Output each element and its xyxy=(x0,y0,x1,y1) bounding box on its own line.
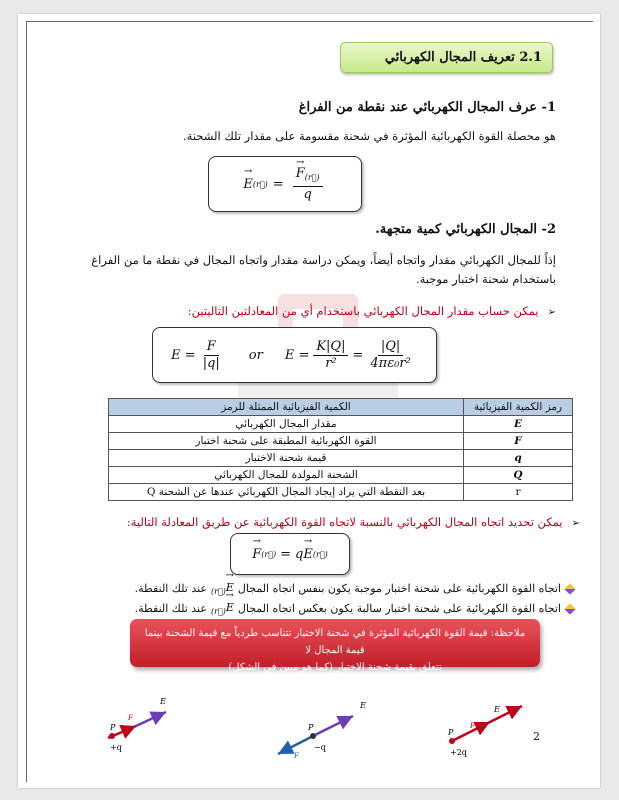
diagram-2-field: E xyxy=(360,701,366,710)
eq1-lhs-sub: (r⃗) xyxy=(252,179,268,189)
diagram-1-field: E xyxy=(160,697,166,706)
diagram-2-force: F xyxy=(294,752,299,758)
table-cell-description: القوة الكهربائية المطبقة على شحنة اختبار xyxy=(109,433,464,450)
eq2-fraction-1 xyxy=(200,339,223,372)
eq2-part1-den: |q| xyxy=(202,355,220,371)
table-row xyxy=(109,450,573,467)
bullet-direction xyxy=(35,511,580,530)
diagram-negative-q xyxy=(278,701,366,758)
equation-2-box xyxy=(152,327,437,383)
list-item-positive: اتجاه القوة الكهربائية على شحنة اختبار موجبة يكون بنفس اتجاه المجال → $E_{(r⃗)}$ عند تلك النقطة. xyxy=(29,581,574,596)
table-row xyxy=(109,484,573,501)
check-arrow-icon: ➢ xyxy=(571,518,580,529)
eq2-fraction-2 xyxy=(313,339,348,372)
diagram-1-charge: +q xyxy=(110,743,122,752)
eq3-lhs-sub: (r⃗) xyxy=(261,549,277,559)
bullet-direction-text: يمكن تحديد اتجاه المجال الكهربائي بالنسبة لاتجاه القوة الكهربائية عن طريق المعادلة التالية: xyxy=(126,515,563,529)
eq2-or: or xyxy=(248,347,263,363)
table-row xyxy=(109,433,573,450)
note-line-1: ملاحظة: قيمة القوة الكهربائية المؤثرة في شحنة الاختبار تتناسب طردياً مع قيمة الشحنة بينما قيمة المجال لا xyxy=(144,628,526,656)
list-item-text-end: عند تلك النقطة. xyxy=(134,602,207,615)
table-header-symbol: رمز الكمية الفيزيائية xyxy=(464,399,573,416)
bullet-magnitude-text: يمكن حساب مقدار المجال الكهربائي باستخدام أي من المعادلتين التاليتين: xyxy=(187,304,539,318)
section-title: 2.1 تعريف المجال الكهربائي xyxy=(384,50,542,65)
diagram-positive-2q xyxy=(447,705,522,757)
eq1-fraction xyxy=(293,166,323,203)
question-1-heading: 1- عرف المجال الكهربائي عند نقطة من الفراغ xyxy=(298,100,556,115)
list-item-negative: اتجاه القوة الكهربائية على شحنة اختبار سالبة يكون بعكس اتجاه المجال → $E_{(r⃗)}$ عند تلك النقطة. xyxy=(29,601,574,616)
table-cell-symbol: F xyxy=(464,433,573,450)
bullet-diamond-icon xyxy=(564,603,575,614)
diagram-3-point: P xyxy=(448,728,454,737)
table-row xyxy=(109,416,573,433)
list-item-text: اتجاه القوة الكهربائية على شحنة اختبار موجبة يكون بنفس اتجاه المجال xyxy=(237,582,561,595)
eq2-equals: = xyxy=(352,347,364,363)
diagram-positive-q xyxy=(108,697,166,752)
table-cell-description: قيمة شحنة الاختبار xyxy=(109,450,464,467)
diagram-2-point: P xyxy=(308,723,314,732)
eq2-part2-lhs: E = xyxy=(284,347,310,363)
eq1-num-sub: (r⃗) xyxy=(304,172,320,182)
diagram-3-force: F xyxy=(470,722,475,730)
list-item-text-end: عند تلك النقطة. xyxy=(134,582,207,595)
eq2-part1-lhs: E = xyxy=(171,347,196,363)
check-arrow-icon: ➢ xyxy=(547,307,556,318)
page-number: 2 xyxy=(533,730,540,743)
table-cell-symbol: Q xyxy=(464,467,573,484)
table-cell-symbol: r xyxy=(464,484,573,501)
list-item-text: اتجاه القوة الكهربائية على شحنة اختبار سالبة يكون بعكس اتجاه المجال xyxy=(237,602,561,615)
eq2-part1-num: F xyxy=(204,339,219,356)
equation-3-box: → F (r⃗) = q → E (r⃗) xyxy=(230,533,350,575)
eq2-fraction-3 xyxy=(367,339,413,372)
quantities-table xyxy=(108,398,573,501)
diagram-3-charge: +2q xyxy=(450,748,467,757)
eq3-q: q xyxy=(295,546,304,562)
question-1-answer: هو محصلة القوة الكهربائية المؤثرة في شحنة مقسومة على مقدار تلك الشحنة. xyxy=(183,129,556,143)
diagram-2-charge: −q xyxy=(314,743,326,752)
eq3-lhs: → F xyxy=(252,547,261,562)
table-cell-description: مقدار المجال الكهربائي xyxy=(109,416,464,433)
table-header-row xyxy=(109,399,573,416)
eq1-den: q xyxy=(303,186,312,202)
table-cell-description: الشحنة المولدة للمجال الكهربائي xyxy=(109,467,464,484)
eq2-part3-num: |Q| xyxy=(378,339,403,356)
diagram-3-field: E xyxy=(494,705,500,714)
bullet-diamond-icon xyxy=(564,583,575,594)
table-cell-symbol: q xyxy=(464,450,573,467)
table-row xyxy=(109,467,573,484)
question-2-line-2: باستخدام شحنة اختبار موجبة. xyxy=(415,272,556,286)
eq3-rhs: → E xyxy=(303,547,313,562)
table-cell-symbol: E xyxy=(464,416,573,433)
eq1-num: → F xyxy=(296,166,305,182)
equation-1-box: → E (r⃗) = → $\frac{F_{(r⃗)}}{q}$ xyxy=(208,156,362,212)
eq1-lhs: → E xyxy=(243,177,253,192)
eq3-rhs-sub: (r⃗) xyxy=(312,549,328,559)
note-box xyxy=(130,619,540,673)
table-cell-description: بعد النقطة التي يراد إيجاد المجال الكهربائي عندها عن الشحنة Q xyxy=(109,484,464,501)
eq2-part2-den: r² xyxy=(325,355,337,371)
eq2-part2-num: K|Q| xyxy=(313,339,348,356)
document-page xyxy=(18,14,600,788)
diagram-1-force: F xyxy=(128,714,133,722)
table-header-description: الكمية الفيزيائية الممثلة للرمز xyxy=(109,399,464,416)
bullet-magnitude xyxy=(36,300,556,319)
note-line-2: تتعلق بقيمة شحنة الاختبار (كما هو مبين في الشكل) xyxy=(228,662,442,673)
field-force-diagrams xyxy=(98,678,528,758)
eq2-part3-den: 4πε₀r² xyxy=(370,355,411,371)
question-2-heading: 2- المجال الكهربائي كمية متجهة. xyxy=(375,222,556,237)
question-2-line-1: إذاً للمجال الكهربائي مقدار واتجاه أيضاً، ويمكن دراسة مقدار واتجاه المجال في نقطة ما من الفراغ xyxy=(91,253,556,267)
diagram-1-point: P xyxy=(110,723,116,732)
section-title-box xyxy=(340,42,553,73)
